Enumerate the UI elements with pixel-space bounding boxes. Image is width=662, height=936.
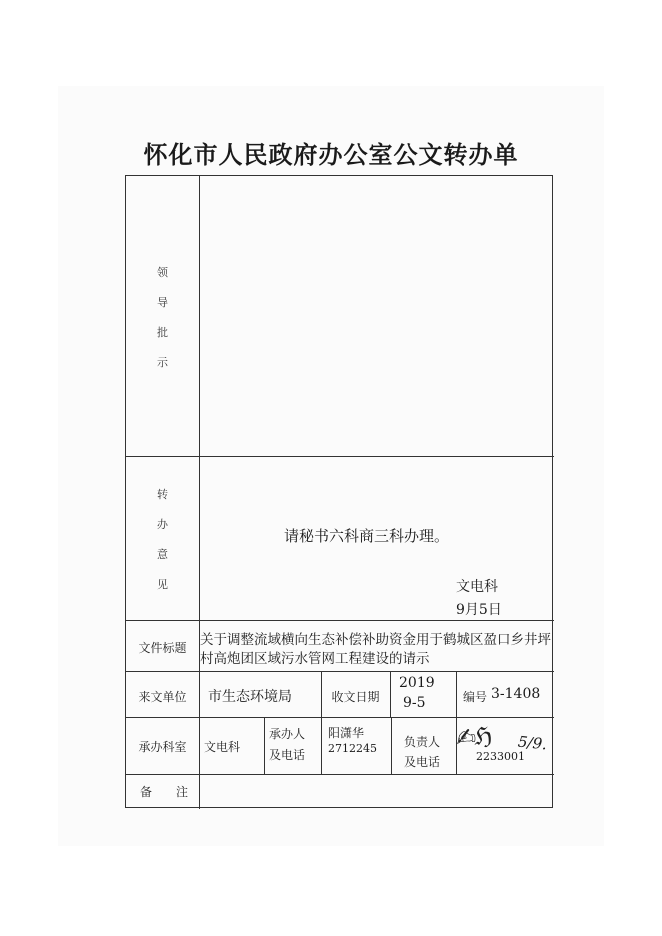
signature-mark: 5/9. <box>517 732 548 754</box>
number-label: 编号 <box>463 690 488 704</box>
receive-date-year: 2019 <box>399 675 435 691</box>
transfer-instruction: 请秘书六科商三科办理。 <box>284 527 450 545</box>
leader-label-char: 领 <box>157 266 168 279</box>
leader-approval-label <box>126 264 199 384</box>
handler-label-2: 及电话 <box>269 748 306 762</box>
office-label: 承办科室 <box>138 740 187 754</box>
handwritten-signature: ✍ℌ <box>455 721 492 753</box>
receive-date-label: 收文日期 <box>331 690 380 704</box>
remarks-field[interactable] <box>200 775 554 809</box>
handler-name: 阳潇华 <box>328 726 365 740</box>
leader-label-char: 批 <box>157 326 168 339</box>
responsible-label-1: 负责人 <box>404 735 441 749</box>
leader-approval-area[interactable] <box>200 176 554 456</box>
number-value: 3-1408 <box>491 686 541 702</box>
office-value: 文电科 <box>204 740 241 754</box>
transfer-signature-date: 9月5日 <box>456 602 502 618</box>
responsible-phone: 2233001 <box>476 750 525 763</box>
receive-date-md: 9-5 <box>403 695 426 711</box>
leader-label-char: 导 <box>157 296 168 309</box>
leader-label-char: 示 <box>157 356 168 369</box>
transfer-form-table <box>125 175 553 808</box>
source-unit-label: 来文单位 <box>138 690 187 704</box>
transfer-signature-dept: 文电科 <box>456 579 498 595</box>
source-unit-value: 市生态环境局 <box>208 689 292 705</box>
transfer-label-char: 意 <box>157 548 168 561</box>
doc-title-label: 文件标题 <box>138 641 187 655</box>
transfer-label-char: 转 <box>157 488 168 501</box>
remarks-label: 备 注 <box>139 785 188 799</box>
handler-phone: 2712245 <box>328 742 377 755</box>
transfer-label-char: 见 <box>157 578 168 591</box>
handler-label-1: 承办人 <box>269 727 306 741</box>
responsible-label-2: 及电话 <box>404 755 441 769</box>
form-title: 怀化市人民政府办公室公文转办单 <box>143 140 519 169</box>
transfer-opinion-label <box>126 486 199 606</box>
transfer-label-char: 办 <box>157 518 168 531</box>
doc-title: 关于调整流域横向生态补偿补助资金用于鹤城区盈口乡井坪村高炮团区域污水管网工程建设的请示 <box>200 632 551 667</box>
